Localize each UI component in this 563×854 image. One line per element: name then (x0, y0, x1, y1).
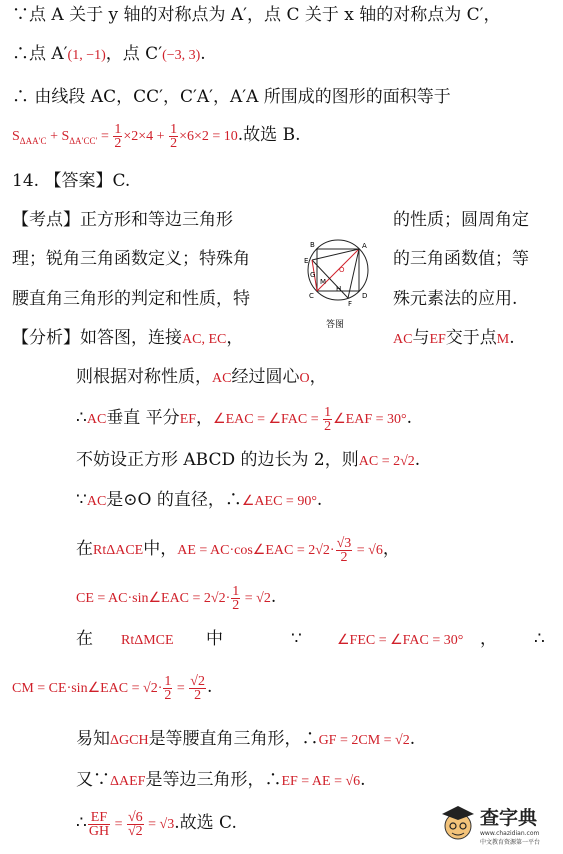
fraction-denominator: 2 (114, 136, 122, 152)
text-line (12, 209, 233, 231)
math-span: ∠AEC = 90° (241, 494, 317, 509)
fraction-numerator: 1 (324, 405, 332, 421)
text-span: ∴点 A′ (12, 44, 68, 64)
math-span: AC (86, 412, 107, 427)
math-span: ×6×2 = 10 (179, 129, 238, 144)
math-span: EF (179, 412, 197, 427)
text-span: ∵点 A 关于 y 轴的对称点为 A′，点 C 关于 x 轴的对称点为 C′， (12, 5, 501, 25)
text-line (76, 489, 322, 513)
text-line (12, 170, 130, 192)
text-span: ， (196, 408, 214, 428)
text-line (12, 288, 250, 310)
math-span: = √6 (353, 543, 383, 558)
text-line (393, 327, 515, 351)
math-span: ×2×4 + (123, 129, 169, 144)
text-span: 是等边三角形，∴ (145, 770, 282, 790)
text-line (76, 584, 276, 612)
label-E: E (304, 257, 309, 265)
fraction-numerator: √6 (127, 810, 143, 826)
fraction-denominator: 2 (324, 419, 332, 435)
text-span: 是等腰直角三角形，∴ (148, 729, 319, 749)
text-span: 中 (206, 629, 223, 649)
math-span: AC, EC (182, 332, 227, 347)
text-line (76, 769, 366, 793)
text-span: ∴ (76, 813, 87, 833)
math-span: = √2 (241, 591, 271, 606)
fraction (127, 811, 144, 838)
math-span: S (12, 129, 20, 144)
label-G: G (310, 271, 316, 279)
text-span: 与 (412, 328, 430, 348)
text-line (206, 628, 223, 650)
text-line (76, 808, 237, 840)
math-span: CE = AC·sin∠EAC = 2√2· (76, 591, 231, 606)
text-span: 理；锐角三角函数定义；特殊角 (12, 249, 250, 269)
text-span: 是⊙O 的直径，∴ (106, 490, 242, 510)
math-span: AC (86, 494, 107, 509)
text-line (12, 86, 451, 108)
fraction-denominator: 2 (164, 688, 172, 704)
math-span: CM = CE·sin∠EAC = √2· (12, 681, 163, 696)
math-span: EF = AE = √6 (281, 774, 361, 789)
text-line (76, 366, 327, 390)
math-span: ΔAEF (110, 774, 146, 789)
math-span: RtΔMCE (121, 633, 174, 648)
math-span: GF = 2CM = √2 (318, 733, 410, 748)
math-span (12, 674, 207, 704)
text-line (291, 628, 302, 650)
label-D: D (362, 292, 368, 300)
text-span: 腰直角三角形的判定和性质，特 (12, 289, 250, 309)
text-span: ∴ (534, 629, 545, 649)
text-span: . (406, 408, 413, 428)
text-span: ∵ (291, 629, 302, 649)
text-span: . (414, 450, 421, 470)
math-span: AE = AC·cos∠EAC = 2√2· (177, 543, 335, 558)
text-span: . (206, 677, 213, 697)
fraction (113, 123, 122, 150)
text-span: 的性质；圆周角定 (393, 210, 529, 230)
math-span: (−3, 3) (162, 48, 201, 63)
text-line (76, 628, 93, 650)
math-span: O (299, 371, 310, 386)
text-span: 14. 【答案】C. (12, 171, 131, 191)
fraction-denominator: 2 (340, 550, 348, 566)
label-B: B (310, 241, 315, 249)
text-line (12, 4, 501, 26)
text-line (76, 535, 400, 565)
label-A: A (362, 242, 367, 250)
figure-caption: 答图 (326, 320, 345, 330)
chazidian-logo (438, 800, 560, 850)
label-O: O (339, 266, 345, 274)
math-span: RtΔACE (93, 543, 144, 558)
text-span: . (409, 729, 416, 749)
text-line (12, 327, 243, 351)
text-span: . (509, 328, 515, 348)
math-span: ΔA′CC′ (69, 135, 98, 146)
text-span: .故选 B. (237, 125, 301, 145)
text-line (12, 43, 206, 67)
fraction-denominator: GH (88, 824, 110, 840)
fraction (163, 675, 172, 702)
math-span: + S (46, 129, 70, 144)
text-span: 中， (143, 539, 178, 559)
fraction (88, 811, 110, 838)
fraction-denominator: 2 (232, 598, 240, 614)
text-span: 【分析】如答图，连接 (12, 328, 182, 348)
text-span: 殊元素法的应用. (393, 289, 518, 309)
label-F: F (348, 300, 353, 308)
math-span: (1, −1) (67, 48, 106, 63)
text-span: 【考点】正方形和等边三角形 (12, 210, 233, 230)
text-span: 在 (76, 629, 93, 649)
math-span: ΔAA′C (19, 135, 47, 146)
math-span: AC (212, 371, 232, 386)
fraction-numerator: 1 (164, 674, 172, 690)
label-M: M (320, 278, 327, 286)
math-span: ∠EAF = 30° (333, 412, 407, 427)
math-span (12, 122, 238, 152)
text-span: . (200, 44, 206, 64)
text-span: 又∵ (76, 770, 110, 790)
math-span: = √3 (144, 817, 175, 832)
text-span: 不妨设正方形 ABCD 的边长为 2，则 (76, 450, 359, 470)
fraction (336, 537, 353, 564)
logo-url: www.chazidian.com (480, 830, 540, 837)
fraction-numerator: √3 (336, 536, 352, 552)
fraction (189, 675, 206, 702)
text-line (393, 209, 529, 231)
text-line (393, 288, 517, 310)
fraction-numerator: 1 (170, 122, 178, 138)
fraction-numerator: EF (88, 811, 110, 825)
math-span (213, 405, 407, 435)
text-line (480, 628, 497, 650)
label-C: C (309, 292, 314, 300)
text-span: . (360, 770, 366, 790)
label-H: H (336, 285, 342, 293)
text-span: 经过圆心 (231, 367, 300, 387)
text-line (12, 248, 250, 270)
text-span: 垂直 平分 (106, 408, 180, 428)
text-span: 的三角函数值；等 (393, 249, 529, 269)
geometry-figure (296, 226, 388, 332)
text-span: 则根据对称性质， (76, 367, 212, 387)
text-line (534, 628, 545, 650)
math-span: = (97, 129, 113, 144)
math-span: AC (393, 332, 413, 347)
text-span: ∴ (76, 408, 87, 428)
math-span (76, 584, 271, 614)
text-span: 在 (76, 539, 93, 559)
text-span: ，点 C′ (105, 44, 163, 64)
fraction (231, 585, 240, 612)
text-span: .故选 C. (174, 813, 237, 833)
logo-name: 查字典 (480, 807, 538, 829)
text-line (76, 405, 412, 433)
fraction-numerator: √2 (190, 674, 205, 690)
math-span: ΔGCH (110, 733, 149, 748)
math-span: ∠EAC = ∠FAC = (213, 412, 323, 427)
text-line (393, 248, 529, 270)
text-span: . (316, 490, 323, 510)
math-span (177, 536, 383, 566)
text-line (12, 122, 300, 154)
fraction-numerator: 1 (232, 584, 240, 600)
math-span: AC = 2√2 (358, 454, 415, 469)
text-span: ， (309, 367, 327, 387)
text-span: 易知 (76, 729, 110, 749)
text-span: ∵ (76, 490, 87, 510)
fraction (323, 406, 332, 433)
text-line (76, 449, 420, 473)
math-span: EF (429, 332, 446, 347)
text-span: ， (480, 629, 497, 649)
fraction-denominator: 2 (194, 688, 202, 704)
math-span: M (496, 332, 510, 347)
text-span: . (270, 587, 277, 607)
text-span: ， (226, 328, 244, 348)
math-span: = (173, 681, 189, 696)
text-line (12, 673, 212, 703)
text-span: 交于点 (445, 328, 497, 348)
fraction-denominator: √2 (127, 824, 143, 840)
fraction (169, 123, 178, 150)
text-span: ∴ 由线段 AC，CC′，C′A′，A′A 所围成的图形的面积等于 (12, 87, 451, 107)
text-line (76, 728, 415, 752)
math-span: = (111, 817, 126, 832)
math-span (87, 810, 175, 840)
text-span: ， (382, 539, 400, 559)
fraction-denominator: 2 (170, 136, 178, 152)
fraction-numerator: 1 (114, 122, 122, 138)
math-span: ∠FEC = ∠FAC = 30° (337, 633, 464, 648)
logo-tagline: 中文教育资源第一平台 (480, 839, 541, 846)
